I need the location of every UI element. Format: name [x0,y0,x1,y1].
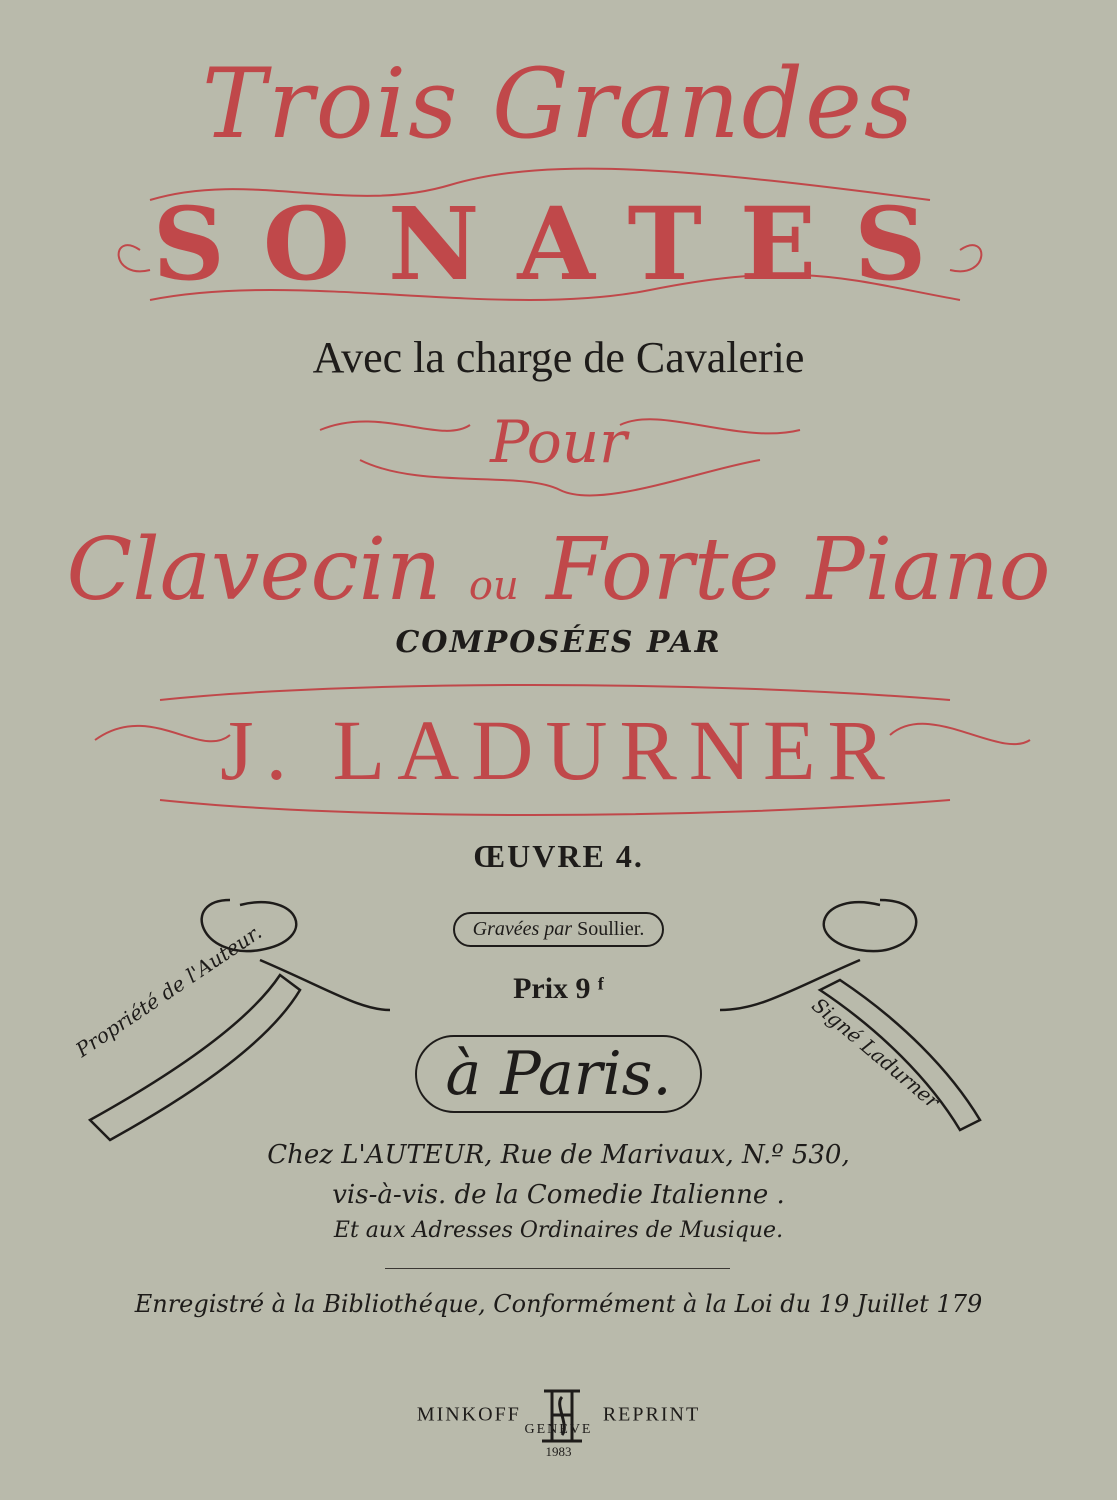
engraver-cartouche [0,912,1117,947]
title-trois-grandes: Trois Grandes [201,48,916,160]
engraver-prefix: Gravées par [472,918,573,940]
registration-note: Enregistré à la Bibliothéque, Conformément à la Loi du 19 Juillet 179 [134,1290,983,1318]
publisher-right: REPRINT [602,1403,701,1426]
composer-name: J. LADURNER [220,702,897,798]
title-pour: Pour [490,408,627,476]
publisher-year: 1983 [545,1444,572,1459]
ribbon-right-text: Signé Ladurner [807,992,945,1114]
instrument-line [0,520,1117,620]
city-cartouche [0,1035,1117,1113]
composed-by-label: COMPOSÉES PAR [395,625,722,660]
engraver-name: Soullier. [577,918,645,940]
instrument-forte-piano: Forte Piano [546,520,1051,620]
divider [385,1268,730,1269]
ribbon-left-text: Propriété de l'Auteur. [71,919,266,1062]
address-line-1: Chez L'AUTEUR, Rue de Marivaux, N.º 530, [267,1140,850,1170]
address-line-3: Et aux Adresses Ordinaires de Musique. [333,1218,784,1243]
subtitle: Avec la charge de Cavalerie [312,333,805,382]
publisher-left: MINKOFF [416,1403,521,1426]
instrument-ou: ou [468,563,519,609]
instrument-clavecin: Clavecin [66,520,442,620]
title-sonates: SONATES [152,185,965,303]
address-line-2: vis-à-vis. de la Comedie Italienne . [332,1180,785,1210]
publisher-city: GENÈVE [524,1422,593,1437]
price: Prix 9 ᶠ [513,972,604,1005]
opus-number: ŒUVRE 4. [473,838,644,874]
city-name: à Paris. [415,1035,701,1113]
